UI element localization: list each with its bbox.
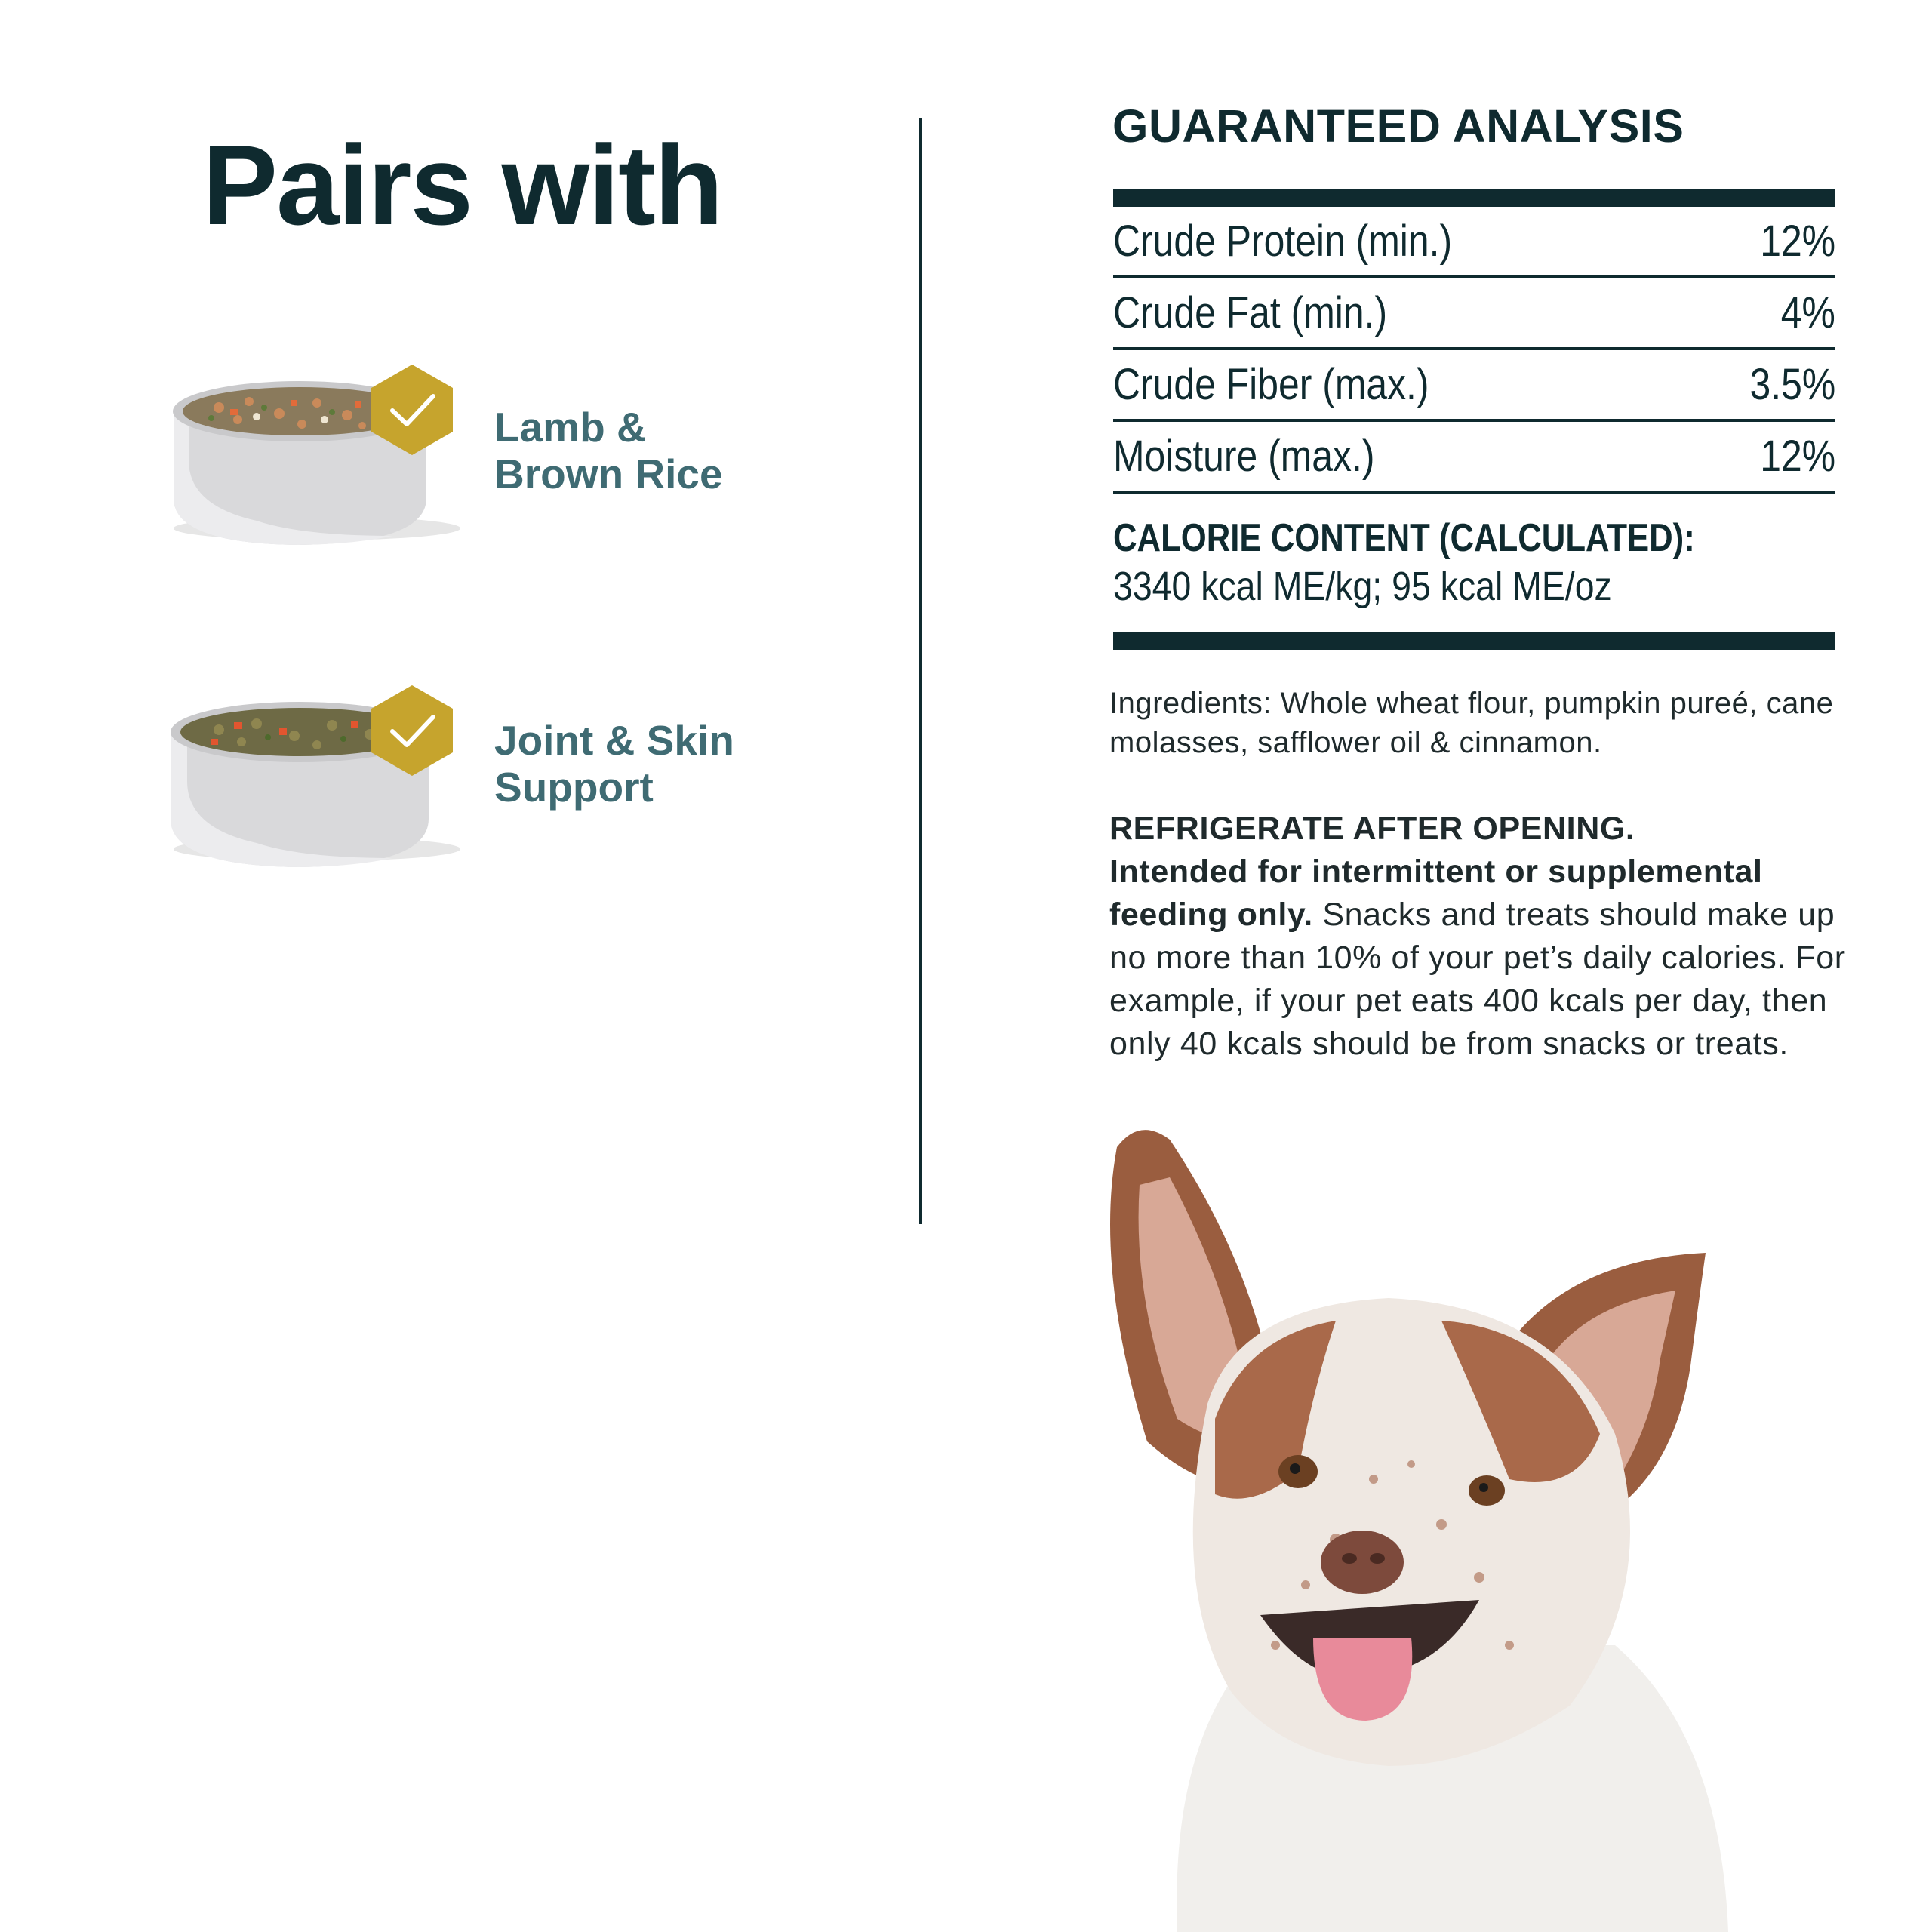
dog-photo bbox=[1087, 1117, 1841, 1932]
analysis-title: GUARANTEED ANALYSIS bbox=[1112, 100, 1684, 152]
analysis-row-value: 3.5% bbox=[1749, 360, 1835, 409]
analysis-row bbox=[1113, 278, 1835, 350]
analysis-row-value: 4% bbox=[1780, 288, 1835, 337]
analysis-row-name: Crude Fiber (max.) bbox=[1113, 360, 1429, 409]
pair-item-lamb bbox=[166, 355, 770, 566]
calorie-title: CALORIE CONTENT (CALCULATED): bbox=[1113, 516, 1695, 560]
analysis-row-name: Crude Fat (min.) bbox=[1113, 288, 1388, 337]
check-badge-icon bbox=[368, 362, 456, 457]
pair-item-joint bbox=[166, 675, 770, 887]
pairs-title: Pairs with bbox=[202, 122, 722, 248]
pair-label-lamb: Lamb & Brown Rice bbox=[494, 404, 723, 497]
analysis-row bbox=[1113, 207, 1835, 278]
check-badge-icon bbox=[368, 683, 456, 778]
analysis-row-value: 12% bbox=[1760, 217, 1835, 266]
analysis-row bbox=[1113, 350, 1835, 422]
analysis-top-rule bbox=[1113, 189, 1835, 207]
feeding-instructions bbox=[1109, 808, 1857, 1066]
analysis-row-name: Crude Protein (min.) bbox=[1113, 217, 1453, 266]
pair-label-joint: Joint & Skin Support bbox=[494, 717, 734, 811]
analysis-table bbox=[1113, 207, 1835, 494]
analysis-row-value: 12% bbox=[1760, 432, 1835, 481]
calorie-value: 3340 kcal ME/kg; 95 kcal ME/oz bbox=[1113, 564, 1612, 609]
analysis-row bbox=[1113, 422, 1835, 494]
refrigerate-notice: REFRIGERATE AFTER OPENING. bbox=[1109, 811, 1635, 847]
analysis-row-name: Moisture (max.) bbox=[1113, 432, 1375, 481]
ingredients-text: Ingredients: Whole wheat flour, pumpkin pureé, cane molasses, safflower oil & cinnamon. bbox=[1109, 687, 1834, 759]
intended-notice: Intended for intermittent or supplemental feeding only. bbox=[1109, 854, 1763, 933]
analysis-bottom-rule bbox=[1113, 632, 1835, 650]
feeding-details: Snacks and treats should make up no more than 10% of your pet’s daily calories. For example, if your pet eats 400 kcals per day, then only 40 kcals should be from snacks or treats. bbox=[1109, 897, 1846, 1062]
column-divider bbox=[919, 118, 922, 1224]
